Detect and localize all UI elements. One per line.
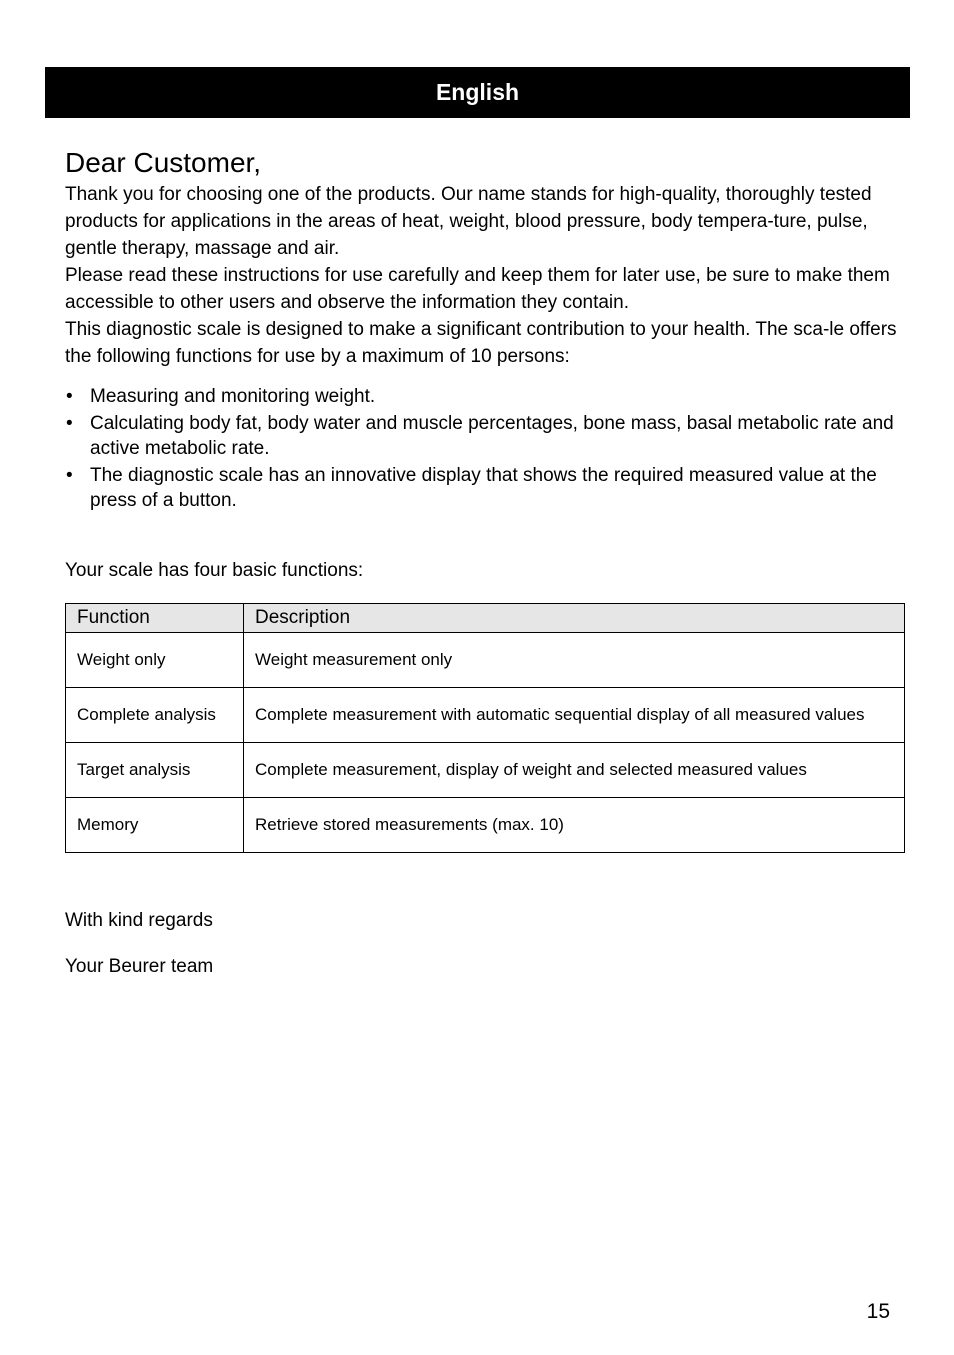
list-item — [65, 384, 905, 409]
list-item — [65, 411, 905, 461]
page-content — [65, 145, 905, 999]
instructions-paragraph: Please read these instructions for use carefully and keep them for later use, be sure to make them accessible to other users and observe the information they contain. — [65, 265, 890, 313]
bullet-icon: • — [66, 465, 73, 486]
function-cell: Complete analysis — [66, 688, 244, 743]
list-item-text: The diagnostic scale has an innovative display that shows the required measured value at the press of a button. — [90, 465, 877, 511]
bullet-icon: • — [66, 386, 73, 407]
greeting-heading: Dear Customer, — [65, 147, 262, 178]
feature-list — [65, 384, 905, 513]
column-header-description: Description — [244, 604, 905, 633]
intro-paragraph: Thank you for choosing one of the products. Our name stands for high-quality, thoroughly tested products for applications in the areas of heat, weight, blood pressure, body tempera-ture, pulse, gentle therapy, massage and air. — [65, 184, 872, 259]
functions-table — [65, 603, 905, 853]
column-header-function: Function — [66, 604, 244, 633]
list-item-text: Measuring and monitoring weight. — [90, 386, 376, 407]
description-cell: Weight measurement only — [244, 633, 905, 688]
description-cell: Retrieve stored measurements (max. 10) — [244, 798, 905, 853]
function-cell: Weight only — [66, 633, 244, 688]
page-number: 15 — [866, 1300, 890, 1323]
description-cell: Complete measurement with automatic sequential display of all measured values — [244, 688, 905, 743]
language-header — [45, 67, 910, 118]
table-row — [66, 798, 905, 853]
function-cell: Target analysis — [66, 743, 244, 798]
table-row — [66, 633, 905, 688]
scale-description-paragraph: This diagnostic scale is designed to make a significant contribution to your health. The sca-le offers the following functions for use by a maximum of 10 persons: — [65, 319, 897, 367]
function-cell: Memory — [66, 798, 244, 853]
table-row — [66, 743, 905, 798]
description-cell: Complete measurement, display of weight and selected measured values — [244, 743, 905, 798]
closing-regards: With kind regards — [65, 910, 213, 931]
closing-signature: Your Beurer team — [65, 956, 214, 977]
table-header-row — [66, 604, 905, 633]
language-label: English — [435, 79, 520, 105]
list-item-text: Calculating body fat, body water and muscle percentages, bone mass, basal metabolic rate and active metabolic rate. — [90, 413, 894, 459]
list-item — [65, 463, 905, 513]
table-intro-text: Your scale has four basic functions: — [65, 560, 364, 581]
table-row — [66, 688, 905, 743]
bullet-icon: • — [66, 413, 73, 434]
